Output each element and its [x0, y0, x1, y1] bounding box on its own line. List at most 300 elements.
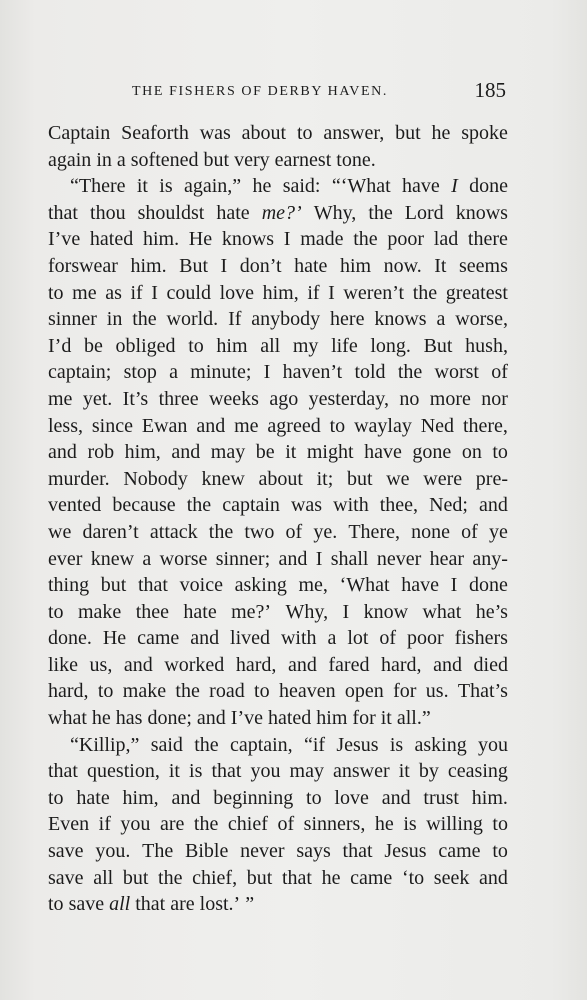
text-line [48, 253, 508, 280]
word: that [281, 866, 312, 889]
word: asking [414, 733, 467, 756]
word: to [254, 680, 270, 703]
word: you [477, 733, 508, 756]
word: have [401, 574, 439, 597]
word: Nobody [123, 467, 188, 490]
word: heaven [278, 680, 336, 703]
word: question, [87, 760, 160, 783]
word: voice [179, 574, 223, 597]
word: daren’t [82, 520, 139, 543]
word: made [300, 228, 344, 251]
word: less, [48, 414, 83, 437]
word: obliged [115, 334, 176, 357]
text-line [48, 173, 508, 200]
text-line [48, 413, 508, 440]
word: captain; [48, 361, 112, 384]
word: thee [135, 600, 169, 623]
word: came [438, 840, 481, 863]
word: in [96, 148, 112, 171]
word: long. [370, 334, 411, 357]
word: of [461, 520, 478, 543]
word: poor [387, 228, 425, 251]
word: a [169, 361, 179, 384]
word: him [339, 254, 372, 277]
text-line [48, 333, 508, 360]
word: I [151, 281, 158, 304]
word: he [431, 122, 451, 144]
word: you [120, 813, 151, 836]
word: save [48, 866, 84, 889]
word: ago [269, 387, 299, 410]
text-line [48, 865, 508, 892]
word: know [363, 600, 409, 623]
word: I [220, 254, 228, 277]
word: to [492, 840, 508, 863]
text-line [48, 386, 508, 413]
word: I [263, 361, 271, 384]
text-line [48, 758, 508, 785]
word: and [287, 653, 317, 676]
word: it [168, 760, 180, 783]
word: answer [333, 760, 390, 783]
word: there, [462, 414, 508, 437]
word: I [451, 175, 458, 198]
word: It’s [122, 387, 149, 410]
word: Why, [285, 600, 329, 623]
word: spoke [461, 122, 508, 144]
word: don’t [239, 254, 282, 277]
page-header [48, 78, 508, 108]
word: it [380, 707, 392, 730]
running-head: THE FISHERS OF DERBY HAVEN. [132, 84, 388, 99]
word: be [255, 441, 275, 464]
word: Even [48, 813, 90, 836]
word: save [68, 893, 105, 916]
word: seek [433, 866, 470, 889]
word: but [346, 467, 373, 490]
word: again [48, 148, 92, 171]
word: him. [471, 786, 508, 809]
word: it [398, 760, 410, 783]
word: to [188, 334, 204, 357]
word: I [315, 547, 323, 570]
word: of [379, 627, 397, 650]
word: three [158, 387, 199, 410]
word: done [468, 574, 508, 597]
word: him, [122, 786, 159, 809]
word: on [461, 441, 482, 464]
word: agreed [267, 414, 321, 437]
word: might [306, 441, 354, 464]
word: the [193, 813, 219, 836]
text-line [48, 705, 508, 732]
text-line [48, 652, 508, 679]
word: two [244, 520, 275, 543]
word: done. [48, 627, 92, 650]
word: to [48, 281, 64, 304]
word: ‘What [339, 574, 390, 597]
word: forswear [48, 254, 118, 277]
word: about [258, 467, 303, 490]
text-line [48, 200, 508, 227]
word: tone. [336, 148, 376, 171]
text-line [48, 599, 508, 626]
word: trust [423, 786, 459, 809]
word: him [216, 334, 248, 357]
word: worst [434, 361, 479, 384]
word: that [211, 760, 242, 783]
word: but [395, 122, 421, 144]
word: sinner [48, 308, 97, 331]
word: ever [48, 547, 83, 570]
word: and [478, 866, 508, 889]
word: me [48, 387, 73, 410]
word: the [397, 361, 423, 384]
word: him. [130, 254, 167, 277]
word: ceasing [447, 760, 508, 783]
word: thou [90, 201, 126, 224]
word: that [342, 840, 373, 863]
word: Bible [184, 840, 229, 863]
word: and [171, 786, 201, 809]
word: that [135, 893, 166, 916]
word: in [106, 308, 123, 331]
word: if [98, 813, 111, 836]
word: There, [348, 520, 400, 543]
text-line [48, 492, 508, 519]
word: to [48, 600, 64, 623]
word: That’s [457, 680, 508, 703]
word: Jesus [384, 840, 427, 863]
text-line [48, 811, 508, 838]
word: were [423, 467, 463, 490]
word: of [491, 361, 508, 384]
word: vented [48, 494, 102, 517]
word: with [280, 627, 317, 650]
word: for [352, 707, 376, 730]
word: lot [347, 627, 369, 650]
word: Seaforth [121, 122, 189, 144]
word: ye [488, 520, 508, 543]
word: chief, [192, 866, 238, 889]
text-line [48, 785, 508, 812]
word: we [48, 520, 72, 543]
word: is [389, 733, 404, 756]
text-line [48, 678, 508, 705]
word: all [260, 334, 281, 357]
text-line [48, 838, 508, 865]
word: for [393, 680, 417, 703]
word: willing [426, 813, 483, 836]
word: hate [183, 600, 217, 623]
word: “There [70, 175, 126, 198]
word: more [429, 387, 471, 410]
word: any- [472, 547, 508, 570]
word: knows [221, 228, 275, 251]
text-line [48, 280, 508, 307]
word: earnest [274, 148, 332, 171]
word: I’ve [230, 707, 263, 730]
word: hate [216, 201, 250, 224]
word: says [296, 840, 331, 863]
word: yet. [82, 387, 113, 410]
word: of [285, 520, 303, 543]
word: and [190, 627, 220, 650]
text-line [48, 147, 508, 174]
word: fared [328, 653, 370, 676]
word: “‘What [331, 175, 391, 198]
word: yesterday, [308, 387, 389, 410]
word: are [159, 813, 185, 836]
word: to [296, 122, 313, 144]
text-line [48, 120, 508, 147]
word: He [102, 627, 127, 650]
word: you [250, 760, 281, 783]
word: knows [374, 308, 427, 331]
word: the [158, 866, 183, 889]
word: there [467, 228, 508, 251]
word: he [91, 707, 111, 730]
word: him, [124, 441, 161, 464]
word: to [48, 893, 64, 916]
text-line [48, 466, 508, 493]
word: make [122, 680, 167, 703]
word: is [159, 175, 173, 198]
word: I [328, 281, 335, 304]
word: worse, [455, 308, 508, 331]
word: all [109, 893, 131, 916]
word: love [334, 786, 369, 809]
word: to [492, 441, 508, 464]
word: I [450, 574, 458, 597]
word: Why, [313, 201, 357, 224]
word: he [252, 175, 272, 198]
word: sinner; [215, 547, 271, 570]
word: worse [159, 547, 208, 570]
word: world. [166, 308, 219, 331]
word: waylay [354, 414, 412, 437]
word: to [97, 680, 114, 703]
word: fishers [454, 627, 508, 650]
word: that [48, 760, 78, 783]
word: softened [130, 148, 199, 171]
word: and [479, 494, 508, 517]
word: said [150, 733, 183, 756]
word: what [48, 707, 87, 730]
word: pre- [475, 467, 508, 490]
word: Ned [420, 414, 455, 437]
word: the [194, 733, 219, 756]
text-line [48, 306, 508, 333]
word: He [188, 228, 213, 251]
word: love [219, 281, 254, 304]
word: was [290, 494, 323, 517]
word: said: [282, 175, 321, 198]
word: worked [164, 653, 225, 676]
word: what [422, 600, 462, 623]
word: shouldst [137, 201, 205, 224]
word: hated [89, 228, 134, 251]
word: but [203, 148, 230, 171]
word: hated [267, 707, 312, 730]
word: the [186, 494, 212, 517]
text-line [48, 732, 508, 759]
word: ” [245, 893, 255, 916]
word: If [228, 308, 242, 331]
word: died [473, 653, 508, 676]
word: again,” [183, 175, 242, 198]
word: and [381, 786, 411, 809]
word: knew [90, 547, 135, 570]
text-line [48, 891, 508, 918]
word: haven’t [282, 361, 343, 384]
word: he’s [475, 600, 508, 623]
word: make [77, 600, 122, 623]
word: rob [87, 441, 115, 464]
word: came [137, 627, 180, 650]
word: ‘to [401, 866, 425, 889]
word: I’ve [48, 228, 81, 251]
word: hard, [381, 653, 422, 676]
word: weeks [208, 387, 259, 410]
word: like [48, 653, 78, 676]
word: and [278, 547, 308, 570]
word: seems [458, 254, 508, 277]
word: is [403, 813, 417, 836]
word: chief [227, 813, 268, 836]
word: shall [330, 547, 369, 570]
word: Ned; [429, 494, 468, 517]
word: him. [142, 228, 180, 251]
word: to [329, 414, 346, 437]
word: may [289, 760, 324, 783]
word: asking [234, 574, 287, 597]
word: may [210, 441, 246, 464]
word: me?’ [231, 600, 272, 623]
word: life [331, 334, 358, 357]
word: It [434, 254, 447, 277]
word: minute; [190, 361, 252, 384]
word: captain, [229, 733, 293, 756]
word: and [48, 441, 77, 464]
word: all.” [396, 707, 431, 730]
word: and [433, 653, 462, 676]
word: came [350, 866, 393, 889]
word: us, [89, 653, 113, 676]
word: about [241, 122, 287, 144]
word: hate [294, 254, 328, 277]
word: thee, [379, 494, 419, 517]
word: me?’ [261, 201, 302, 224]
word: me [72, 281, 97, 304]
word: no [399, 387, 420, 410]
word: have [364, 441, 402, 464]
word: lost.’ [199, 893, 241, 916]
word: done; [147, 707, 192, 730]
word: the [132, 308, 157, 331]
word: the [412, 281, 438, 304]
word: because [112, 494, 176, 517]
word: to [492, 813, 508, 836]
word: Captain [48, 122, 111, 144]
word: with [333, 494, 369, 517]
word: my [292, 334, 319, 357]
word: was [199, 122, 231, 144]
word: a [142, 547, 152, 570]
word: to [306, 786, 322, 809]
word: told [354, 361, 386, 384]
word: the [208, 520, 234, 543]
word: ye. [313, 520, 338, 543]
word: and [196, 707, 226, 730]
word: very [234, 148, 270, 171]
word: now. [383, 254, 422, 277]
word: a [116, 148, 126, 171]
word: hear [429, 547, 464, 570]
text-line [48, 572, 508, 599]
word: that [48, 201, 78, 224]
word: and [171, 441, 201, 464]
word: of [277, 813, 295, 836]
text-line [48, 625, 508, 652]
body-text [48, 120, 508, 918]
word: anybody [251, 308, 321, 331]
word: none [411, 520, 451, 543]
word: me [234, 414, 259, 437]
word: as [105, 281, 122, 304]
word: greatest [445, 281, 508, 304]
word: has [115, 707, 143, 730]
word: never [376, 547, 422, 570]
word: knows [455, 201, 508, 224]
word: hate [76, 786, 110, 809]
word: a [436, 308, 446, 331]
word: him [316, 707, 348, 730]
page-number: 185 [474, 78, 506, 102]
word: Ewan [141, 414, 188, 437]
word: knew [201, 467, 245, 490]
word: by [418, 760, 439, 783]
word: sinners, [303, 813, 366, 836]
text-line [48, 226, 508, 253]
word: hard, [235, 653, 277, 676]
word: he [374, 813, 394, 836]
word: all [93, 866, 114, 889]
word: if [307, 281, 320, 304]
word: “Killip,” [70, 733, 140, 756]
word: it; [316, 467, 334, 490]
word: a [327, 627, 337, 650]
word: weren’t [343, 281, 405, 304]
word: him, [262, 281, 299, 304]
word: never [240, 840, 285, 863]
word: to [48, 786, 64, 809]
word: but [122, 866, 149, 889]
word: Lord [404, 201, 444, 224]
word: save [48, 840, 84, 863]
word: nor [481, 387, 508, 410]
word: the [175, 680, 200, 703]
word: attack [149, 520, 198, 543]
word: are [170, 893, 195, 916]
word: but [100, 574, 127, 597]
word: gone [412, 441, 452, 464]
word: and [123, 653, 153, 676]
word: captain [222, 494, 280, 517]
word: But [423, 334, 453, 357]
word: it [136, 175, 148, 198]
word: road [209, 680, 245, 703]
